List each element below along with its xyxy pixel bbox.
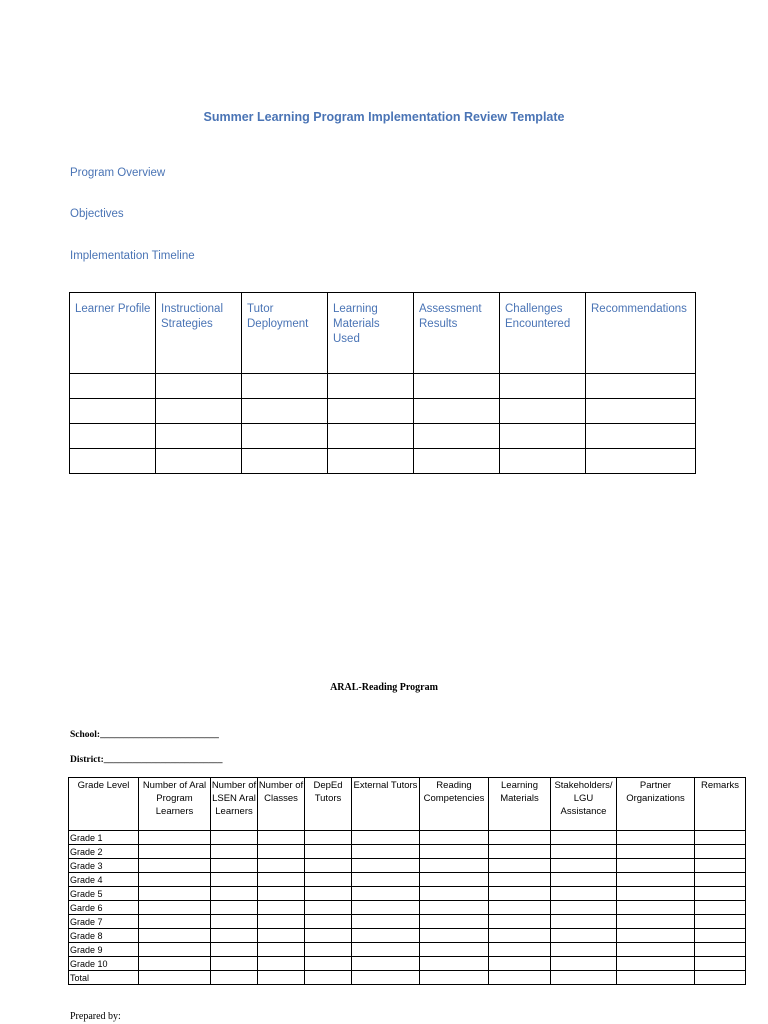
aral-table-cell[interactable]: [211, 971, 258, 985]
aral-table-cell[interactable]: [139, 859, 211, 873]
grade-level-cell: Grade 1: [69, 831, 139, 845]
aral-table-cell[interactable]: [139, 929, 211, 943]
review-table-cell[interactable]: [414, 374, 500, 399]
aral-table-cell[interactable]: [420, 887, 489, 901]
aral-table-row: [69, 831, 746, 845]
review-table-cell[interactable]: [328, 374, 414, 399]
aral-table-cell[interactable]: [551, 859, 617, 873]
review-table-row: [70, 424, 696, 449]
aral-table-cell[interactable]: [617, 873, 695, 887]
aral-table-cell[interactable]: [551, 915, 617, 929]
column-header-number-of-classes: Number of Classes: [258, 778, 305, 831]
aral-table-cell[interactable]: [258, 831, 305, 845]
column-header-tutor-deployment: Tutor Deployment: [242, 293, 328, 374]
grade-level-cell: Grade 9: [69, 943, 139, 957]
column-header-learning-materials: Learning Materials: [489, 778, 551, 831]
review-table-header-row: [70, 293, 696, 374]
grade-level-cell: Grade 10: [69, 957, 139, 971]
aral-table-cell[interactable]: [258, 873, 305, 887]
aral-table-cell[interactable]: [551, 831, 617, 845]
aral-table-cell[interactable]: [489, 831, 551, 845]
aral-table-cell[interactable]: [489, 859, 551, 873]
aral-table-cell[interactable]: [211, 901, 258, 915]
grade-level-cell: Grade 7: [69, 915, 139, 929]
aral-table-cell[interactable]: [695, 887, 746, 901]
aral-table-row: [69, 957, 746, 971]
review-table-cell[interactable]: [242, 399, 328, 424]
district-field: District:_________________________: [70, 755, 223, 765]
aral-table-cell[interactable]: [617, 845, 695, 859]
review-table-cell[interactable]: [500, 399, 586, 424]
aral-table-cell[interactable]: [420, 957, 489, 971]
aral-table-cell[interactable]: [139, 873, 211, 887]
column-header-partner-organizations: Partner Organizations: [617, 778, 695, 831]
aral-table-cell[interactable]: [489, 901, 551, 915]
column-header-assessment-results: Assessment Results: [414, 293, 500, 374]
aral-table-row: [69, 873, 746, 887]
aral-table-cell[interactable]: [617, 831, 695, 845]
aral-table-cell[interactable]: [258, 929, 305, 943]
grade-level-cell: Grade 2: [69, 845, 139, 859]
review-table-cell[interactable]: [500, 374, 586, 399]
aral-table-cell[interactable]: [695, 943, 746, 957]
aral-table-cell[interactable]: [305, 957, 352, 971]
review-table-cell[interactable]: [328, 399, 414, 424]
aral-table-cell[interactable]: [420, 971, 489, 985]
review-table-cell[interactable]: [414, 449, 500, 474]
aral-table-cell[interactable]: [211, 887, 258, 901]
column-header-learning-materials-used: Learning Materials Used: [328, 293, 414, 374]
review-table-cell[interactable]: [156, 399, 242, 424]
review-table-cell[interactable]: [500, 424, 586, 449]
aral-table-row: [69, 915, 746, 929]
aral-table-cell[interactable]: [617, 915, 695, 929]
aral-table-cell[interactable]: [352, 901, 420, 915]
column-header-reading-competencies: Reading Competencies: [420, 778, 489, 831]
aral-table-cell[interactable]: [258, 887, 305, 901]
grade-level-cell: Total: [69, 971, 139, 985]
aral-table-cell[interactable]: [211, 957, 258, 971]
aral-table-cell[interactable]: [420, 873, 489, 887]
aral-table-cell[interactable]: [617, 957, 695, 971]
aral-table-cell[interactable]: [489, 845, 551, 859]
aral-table-cell[interactable]: [258, 957, 305, 971]
aral-table-cell[interactable]: [258, 859, 305, 873]
aral-table-cell[interactable]: [420, 845, 489, 859]
review-table-cell[interactable]: [70, 449, 156, 474]
aral-table-cell[interactable]: [211, 845, 258, 859]
aral-table-cell[interactable]: [211, 873, 258, 887]
implementation-review-table: [69, 292, 696, 474]
aral-table-cell[interactable]: [305, 943, 352, 957]
school-field: School:_________________________: [70, 730, 219, 740]
aral-table-cell[interactable]: [551, 845, 617, 859]
aral-table-cell[interactable]: [139, 901, 211, 915]
aral-table-cell[interactable]: [551, 887, 617, 901]
grade-level-cell: Grade 4: [69, 873, 139, 887]
aral-table-cell[interactable]: [305, 859, 352, 873]
aral-table-cell[interactable]: [352, 971, 420, 985]
column-header-grade-level: Grade Level: [69, 778, 139, 831]
aral-table-cell[interactable]: [617, 943, 695, 957]
review-table-cell[interactable]: [586, 399, 696, 424]
column-header-stakeholders-lgu-assistance: Stakeholders/ LGU Assistance: [551, 778, 617, 831]
column-header-instructional-strategies: Instructional Strategies: [156, 293, 242, 374]
aral-table-cell[interactable]: [211, 859, 258, 873]
aral-table-cell[interactable]: [139, 845, 211, 859]
aral-reading-program-table: [68, 777, 746, 985]
column-header-learner-profile: Learner Profile: [70, 293, 156, 374]
aral-table-cell[interactable]: [258, 845, 305, 859]
aral-table-cell[interactable]: [695, 845, 746, 859]
aral-table-cell[interactable]: [617, 929, 695, 943]
aral-table-cell[interactable]: [489, 929, 551, 943]
review-table-row: [70, 374, 696, 399]
aral-table-cell[interactable]: [551, 873, 617, 887]
aral-table-cell[interactable]: [420, 901, 489, 915]
review-table-cell[interactable]: [70, 374, 156, 399]
aral-table-cell[interactable]: [352, 943, 420, 957]
aral-table-cell[interactable]: [211, 831, 258, 845]
aral-table-cell[interactable]: [420, 859, 489, 873]
aral-table-row: [69, 901, 746, 915]
aral-program-title: ARAL-Reading Program: [330, 682, 438, 693]
aral-table-cell[interactable]: [695, 929, 746, 943]
review-table-cell[interactable]: [586, 449, 696, 474]
review-table-cell[interactable]: [586, 424, 696, 449]
aral-table-cell[interactable]: [352, 915, 420, 929]
review-table-cell[interactable]: [156, 374, 242, 399]
review-table-cell[interactable]: [500, 449, 586, 474]
grade-level-cell: Garde 6: [69, 901, 139, 915]
grade-level-cell: Grade 5: [69, 887, 139, 901]
aral-table-cell[interactable]: [352, 887, 420, 901]
aral-table-cell[interactable]: [420, 929, 489, 943]
aral-table-cell[interactable]: [352, 831, 420, 845]
aral-table-cell[interactable]: [551, 943, 617, 957]
aral-table-cell[interactable]: [420, 915, 489, 929]
column-header-recommendations: Recommendations: [586, 293, 696, 374]
aral-table-cell[interactable]: [305, 929, 352, 943]
review-table-cell[interactable]: [242, 374, 328, 399]
aral-table-cell[interactable]: [211, 915, 258, 929]
review-table-cell[interactable]: [414, 424, 500, 449]
aral-table-cell[interactable]: [352, 873, 420, 887]
aral-table-cell[interactable]: [305, 901, 352, 915]
aral-table-cell[interactable]: [695, 915, 746, 929]
grade-level-cell: Grade 3: [69, 859, 139, 873]
aral-table-cell[interactable]: [489, 873, 551, 887]
aral-table-cell[interactable]: [551, 971, 617, 985]
column-header-remarks: Remarks: [695, 778, 746, 831]
aral-table-cell[interactable]: [489, 943, 551, 957]
column-header-challenges-encountered: Challenges Encountered: [500, 293, 586, 374]
aral-table-cell[interactable]: [258, 943, 305, 957]
aral-table-cell[interactable]: [352, 859, 420, 873]
aral-table-cell[interactable]: [139, 943, 211, 957]
aral-table-cell[interactable]: [617, 901, 695, 915]
column-header-aral-program-learners: Number of Aral Program Learners: [139, 778, 211, 831]
aral-table-cell[interactable]: [305, 971, 352, 985]
aral-table-cell[interactable]: [695, 831, 746, 845]
review-table-cell[interactable]: [414, 399, 500, 424]
heading-implementation-timeline: Implementation Timeline: [70, 250, 195, 262]
review-table-row: [70, 449, 696, 474]
aral-table-cell[interactable]: [139, 831, 211, 845]
aral-table-cell[interactable]: [695, 901, 746, 915]
aral-table-cell[interactable]: [695, 873, 746, 887]
review-table-cell[interactable]: [328, 449, 414, 474]
aral-table-cell[interactable]: [695, 859, 746, 873]
column-header-deped-tutors: DepEd Tutors: [305, 778, 352, 831]
aral-table-cell[interactable]: [489, 915, 551, 929]
aral-table-cell[interactable]: [139, 971, 211, 985]
grade-level-cell: Grade 8: [69, 929, 139, 943]
aral-table-row: [69, 887, 746, 901]
heading-objectives: Objectives: [70, 208, 124, 220]
aral-table-row: [69, 859, 746, 873]
aral-table-cell[interactable]: [305, 887, 352, 901]
aral-table-row: [69, 943, 746, 957]
aral-table-row: [69, 929, 746, 943]
aral-table-cell[interactable]: [695, 971, 746, 985]
aral-table-cell[interactable]: [258, 901, 305, 915]
document-title: Summer Learning Program Implementation Review Template: [203, 110, 565, 124]
aral-table-cell[interactable]: [211, 929, 258, 943]
aral-table-cell[interactable]: [352, 929, 420, 943]
review-table-cell[interactable]: [70, 399, 156, 424]
aral-table-cell[interactable]: [617, 971, 695, 985]
review-table-cell[interactable]: [242, 449, 328, 474]
aral-table-cell[interactable]: [489, 957, 551, 971]
aral-table-cell[interactable]: [258, 915, 305, 929]
aral-table-cell[interactable]: [695, 957, 746, 971]
aral-table-cell[interactable]: [551, 929, 617, 943]
review-table-cell[interactable]: [242, 424, 328, 449]
aral-table-cell[interactable]: [489, 971, 551, 985]
aral-table-cell[interactable]: [420, 943, 489, 957]
prepared-by-label: Prepared by:: [70, 1011, 121, 1022]
aral-table-row: [69, 971, 746, 985]
aral-table-cell[interactable]: [305, 831, 352, 845]
review-table-cell[interactable]: [586, 374, 696, 399]
aral-table-cell[interactable]: [551, 957, 617, 971]
aral-table-cell[interactable]: [489, 887, 551, 901]
aral-table-cell[interactable]: [139, 915, 211, 929]
column-header-lsen-aral-learners: Number of LSEN Aral Learners: [211, 778, 258, 831]
aral-table-cell[interactable]: [352, 845, 420, 859]
aral-table-cell[interactable]: [305, 873, 352, 887]
review-table-cell[interactable]: [70, 424, 156, 449]
aral-table-cell[interactable]: [305, 915, 352, 929]
aral-table-row: [69, 845, 746, 859]
review-table-row: [70, 399, 696, 424]
aral-table-cell[interactable]: [551, 901, 617, 915]
review-table-cell[interactable]: [328, 424, 414, 449]
aral-table-cell[interactable]: [420, 831, 489, 845]
aral-table-cell[interactable]: [139, 887, 211, 901]
aral-table-cell[interactable]: [617, 859, 695, 873]
aral-table-cell[interactable]: [352, 957, 420, 971]
review-table-cell[interactable]: [156, 449, 242, 474]
heading-program-overview: Program Overview: [70, 167, 166, 179]
review-table-cell[interactable]: [156, 424, 242, 449]
aral-table-cell[interactable]: [211, 943, 258, 957]
aral-table-cell[interactable]: [258, 971, 305, 985]
aral-table-cell[interactable]: [139, 957, 211, 971]
aral-table-cell[interactable]: [305, 845, 352, 859]
aral-table-header-row: [69, 778, 746, 831]
column-header-external-tutors: External Tutors: [352, 778, 420, 831]
aral-table-cell[interactable]: [617, 887, 695, 901]
